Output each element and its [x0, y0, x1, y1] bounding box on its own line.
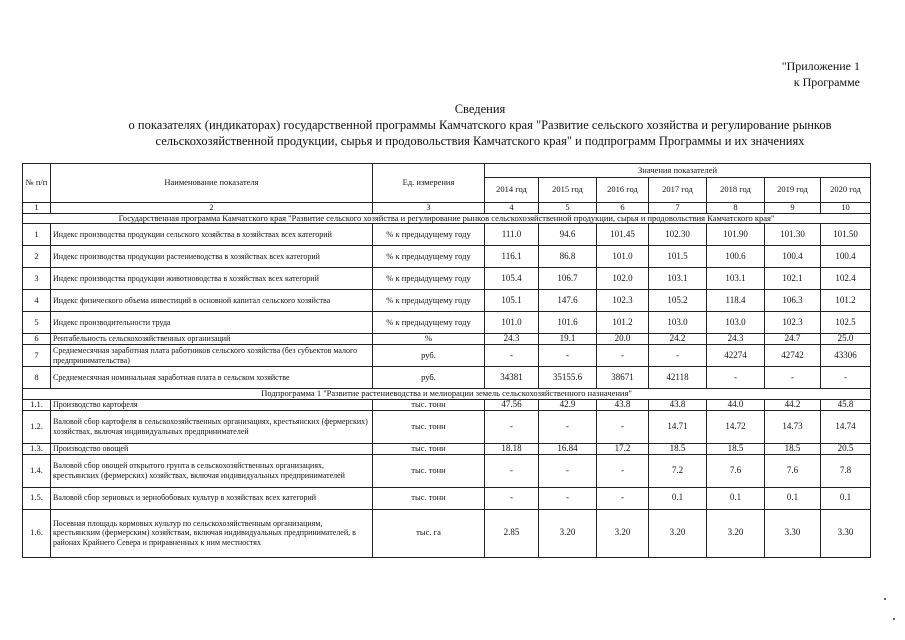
row-value: - — [485, 454, 539, 487]
row-value: 18.5 — [707, 443, 765, 454]
section-row — [23, 389, 871, 400]
row-unit: тыс. тонн — [373, 487, 485, 509]
row-value: 111.0 — [485, 224, 539, 246]
row-value: 102.3 — [765, 312, 821, 334]
row-value: 7.6 — [707, 454, 765, 487]
row-value: - — [821, 367, 871, 389]
row-value: 2.85 — [485, 509, 539, 557]
row-value: 43.8 — [649, 399, 707, 410]
row-value: 43.8 — [597, 399, 649, 410]
table-row — [23, 509, 871, 557]
row-name: Валовой сбор зерновых и зернобобовых культур в хозяйствах всех категорий — [51, 487, 373, 509]
row-value: 45.8 — [821, 399, 871, 410]
row-value: - — [765, 367, 821, 389]
section-title: Подпрограмма 1 "Развитие растениеводства и мелиорации земель сельскохозяйственного назначения" — [23, 389, 871, 400]
table-row — [23, 290, 871, 312]
table-row — [23, 268, 871, 290]
header-year: 2019 год — [765, 178, 821, 203]
row-unit: % к предыдущему году — [373, 312, 485, 334]
row-value: - — [597, 454, 649, 487]
row-value: 19.1 — [539, 334, 597, 345]
row-value: - — [539, 345, 597, 367]
row-no: 2 — [23, 246, 51, 268]
row-value: 24.7 — [765, 334, 821, 345]
indicators-table — [22, 163, 871, 558]
row-no: 6 — [23, 334, 51, 345]
row-name: Валовой сбор картофеля в сельскохозяйственных организациях, крестьянских (фермерских) хозяйствах, включая индивидуальных предпринимателей — [51, 410, 373, 443]
scan-speck — [893, 618, 895, 620]
row-value: 105.2 — [649, 290, 707, 312]
row-value: 103.1 — [649, 268, 707, 290]
row-value: 103.1 — [707, 268, 765, 290]
row-value: - — [539, 454, 597, 487]
row-no: 7 — [23, 345, 51, 367]
row-value: 14.73 — [765, 410, 821, 443]
row-value: - — [597, 487, 649, 509]
row-value: 102.30 — [649, 224, 707, 246]
row-value: 7.6 — [765, 454, 821, 487]
row-value: 106.7 — [539, 268, 597, 290]
row-unit: тыс. тонн — [373, 454, 485, 487]
appendix-note — [740, 58, 860, 90]
header-name: Наименование показателя — [51, 164, 373, 203]
row-value: 118.4 — [707, 290, 765, 312]
header-year: 2017 год — [649, 178, 707, 203]
header-year: 2016 год — [597, 178, 649, 203]
row-unit: тыс. тонн — [373, 399, 485, 410]
row-name: Среднемесячная номинальная заработная плата в сельском хозяйстве — [51, 367, 373, 389]
row-value: 3.20 — [539, 509, 597, 557]
row-value: 7.8 — [821, 454, 871, 487]
row-no: 1.5. — [23, 487, 51, 509]
table-row — [23, 410, 871, 443]
row-value: 100.6 — [707, 246, 765, 268]
heading-line-2: о показателях (индикаторах) государственной программы Камчатского края "Развитие сельского хозяйства и регулирование рынков — [128, 118, 832, 132]
heading-title: Сведения — [454, 102, 506, 116]
row-no: 1.4. — [23, 454, 51, 487]
row-value: 17.2 — [597, 443, 649, 454]
header-year: 2020 год — [821, 178, 871, 203]
row-value: 105.1 — [485, 290, 539, 312]
row-no: 1.1. — [23, 399, 51, 410]
row-value: 101.6 — [539, 312, 597, 334]
row-value: 116.1 — [485, 246, 539, 268]
row-value: 0.1 — [649, 487, 707, 509]
table-row — [23, 443, 871, 454]
row-value: 0.1 — [707, 487, 765, 509]
row-value: 102.1 — [765, 268, 821, 290]
row-value: 34381 — [485, 367, 539, 389]
row-value: 14.74 — [821, 410, 871, 443]
column-number: 6 — [597, 203, 649, 214]
section-row — [23, 213, 871, 224]
row-unit: % к предыдущему году — [373, 224, 485, 246]
scan-speck — [884, 598, 886, 600]
row-no: 1.3. — [23, 443, 51, 454]
header-year: 2014 год — [485, 178, 539, 203]
row-value: - — [597, 410, 649, 443]
row-value: - — [597, 345, 649, 367]
row-value: 7.2 — [649, 454, 707, 487]
header-no: № п/п — [23, 164, 51, 203]
row-value: 0.1 — [765, 487, 821, 509]
column-number: 5 — [539, 203, 597, 214]
row-value: 101.30 — [765, 224, 821, 246]
row-value: 101.0 — [597, 246, 649, 268]
row-name: Посевная площадь кормовых культур по сельскохозяйственным организациям, крестьянским (фермерским) хозяйствам, включая индивидуальных предпринимателей, в районах Крайнего Севера и приравненных к ним местностях — [51, 509, 373, 557]
document-heading — [60, 101, 900, 149]
column-number: 10 — [821, 203, 871, 214]
appendix-line-2: к Программе — [793, 75, 860, 89]
row-name: Производство картофеля — [51, 399, 373, 410]
row-no: 3 — [23, 268, 51, 290]
row-value: 101.90 — [707, 224, 765, 246]
row-name: Индекс производства продукции сельского хозяйства в хозяйствах всех категорий — [51, 224, 373, 246]
row-value: 42274 — [707, 345, 765, 367]
column-number: 3 — [373, 203, 485, 214]
row-value: - — [485, 410, 539, 443]
table-row — [23, 224, 871, 246]
row-value: 38671 — [597, 367, 649, 389]
row-name: Рентабельность сельскохозяйственных организаций — [51, 334, 373, 345]
row-value: - — [649, 345, 707, 367]
column-number: 1 — [23, 203, 51, 214]
row-value: 147.6 — [539, 290, 597, 312]
row-value: 101.5 — [649, 246, 707, 268]
row-value: 101.50 — [821, 224, 871, 246]
row-value: 47.56 — [485, 399, 539, 410]
row-value: 24.3 — [485, 334, 539, 345]
row-value: - — [485, 345, 539, 367]
table-row — [23, 334, 871, 345]
column-number: 4 — [485, 203, 539, 214]
appendix-line-1: "Приложение 1 — [781, 59, 860, 73]
table-row — [23, 367, 871, 389]
column-number-row — [23, 203, 871, 214]
table-row — [23, 454, 871, 487]
row-value: 94.6 — [539, 224, 597, 246]
row-value: 101.2 — [821, 290, 871, 312]
column-number: 7 — [649, 203, 707, 214]
row-value: 102.3 — [597, 290, 649, 312]
table-row — [23, 487, 871, 509]
row-value: 42.9 — [539, 399, 597, 410]
table-row — [23, 399, 871, 410]
row-value: 24.3 — [707, 334, 765, 345]
section-title: Государственная программа Камчатского края "Развитие сельского хозяйства и регулирование рынков сельскохозяйственной продукции, сырья и продовольствия Камчатского края" — [23, 213, 871, 224]
column-number: 9 — [765, 203, 821, 214]
row-value: 3.30 — [821, 509, 871, 557]
row-value: 18.5 — [765, 443, 821, 454]
row-name: Среднемесячная заработная плата работников сельского хозяйства (без субъектов малого предпринимательства) — [51, 345, 373, 367]
header-year: 2015 год — [539, 178, 597, 203]
row-name: Индекс производительности труда — [51, 312, 373, 334]
row-name: Индекс физического объема инвестиций в основной капитал сельского хозяйства — [51, 290, 373, 312]
row-value: 14.71 — [649, 410, 707, 443]
column-number: 2 — [51, 203, 373, 214]
row-value: 105.4 — [485, 268, 539, 290]
row-value: 44.2 — [765, 399, 821, 410]
row-value: 16.84 — [539, 443, 597, 454]
row-value: 42118 — [649, 367, 707, 389]
row-value: 3.20 — [597, 509, 649, 557]
row-value: 101.0 — [485, 312, 539, 334]
row-name: Производство овощей — [51, 443, 373, 454]
row-value: 3.20 — [649, 509, 707, 557]
row-value: 102.5 — [821, 312, 871, 334]
row-name: Индекс производства продукции растениеводства в хозяйствах всех категорий — [51, 246, 373, 268]
row-value: 0.1 — [821, 487, 871, 509]
row-value: 100.4 — [821, 246, 871, 268]
row-unit: % к предыдущему году — [373, 246, 485, 268]
row-unit: руб. — [373, 345, 485, 367]
row-value: 100.4 — [765, 246, 821, 268]
column-number: 8 — [707, 203, 765, 214]
row-value: 3.30 — [765, 509, 821, 557]
heading-line-3: сельскохозяйственной продукции, сырья и продовольствия Камчатского края" и подпрограмм Программы и их значениях — [155, 134, 805, 148]
row-value: 106.3 — [765, 290, 821, 312]
row-value: 102.0 — [597, 268, 649, 290]
row-value: 3.20 — [707, 509, 765, 557]
row-value: 43306 — [821, 345, 871, 367]
row-no: 1.6. — [23, 509, 51, 557]
row-value: - — [539, 410, 597, 443]
row-unit: тыс. тонн — [373, 410, 485, 443]
row-value: 103.0 — [649, 312, 707, 334]
row-value: 35155.6 — [539, 367, 597, 389]
row-value: 44.0 — [707, 399, 765, 410]
row-value: - — [539, 487, 597, 509]
row-no: 4 — [23, 290, 51, 312]
row-value: 24.2 — [649, 334, 707, 345]
row-name: Валовой сбор овощей открытого грунта в сельскохозяйственных организациях, крестьянских (фермерских) хозяйствах, включая индивидуальных предпринимателей — [51, 454, 373, 487]
header-year: 2018 год — [707, 178, 765, 203]
header-unit: Ед. измерения — [373, 164, 485, 203]
row-value: - — [485, 487, 539, 509]
row-value: 20.5 — [821, 443, 871, 454]
row-value: 18.18 — [485, 443, 539, 454]
row-value: 25.0 — [821, 334, 871, 345]
row-value: 14.72 — [707, 410, 765, 443]
row-no: 1.2. — [23, 410, 51, 443]
row-unit: тыс. тонн — [373, 443, 485, 454]
row-unit: % — [373, 334, 485, 345]
row-value: 101.45 — [597, 224, 649, 246]
row-no: 8 — [23, 367, 51, 389]
table-row — [23, 312, 871, 334]
row-unit: руб. — [373, 367, 485, 389]
header-values: Значения показателей — [485, 164, 871, 178]
row-unit: % к предыдущему году — [373, 290, 485, 312]
row-no: 1 — [23, 224, 51, 246]
row-no: 5 — [23, 312, 51, 334]
row-value: 20.0 — [597, 334, 649, 345]
row-value: 86.8 — [539, 246, 597, 268]
row-unit: % к предыдущему году — [373, 268, 485, 290]
row-value: 102.4 — [821, 268, 871, 290]
row-value: - — [707, 367, 765, 389]
table-row — [23, 246, 871, 268]
row-value: 18.5 — [649, 443, 707, 454]
row-value: 103.0 — [707, 312, 765, 334]
row-unit: тыс. га — [373, 509, 485, 557]
table-row — [23, 345, 871, 367]
row-value: 101.2 — [597, 312, 649, 334]
row-value: 42742 — [765, 345, 821, 367]
row-name: Индекс производства продукции животноводства в хозяйствах всех категорий — [51, 268, 373, 290]
